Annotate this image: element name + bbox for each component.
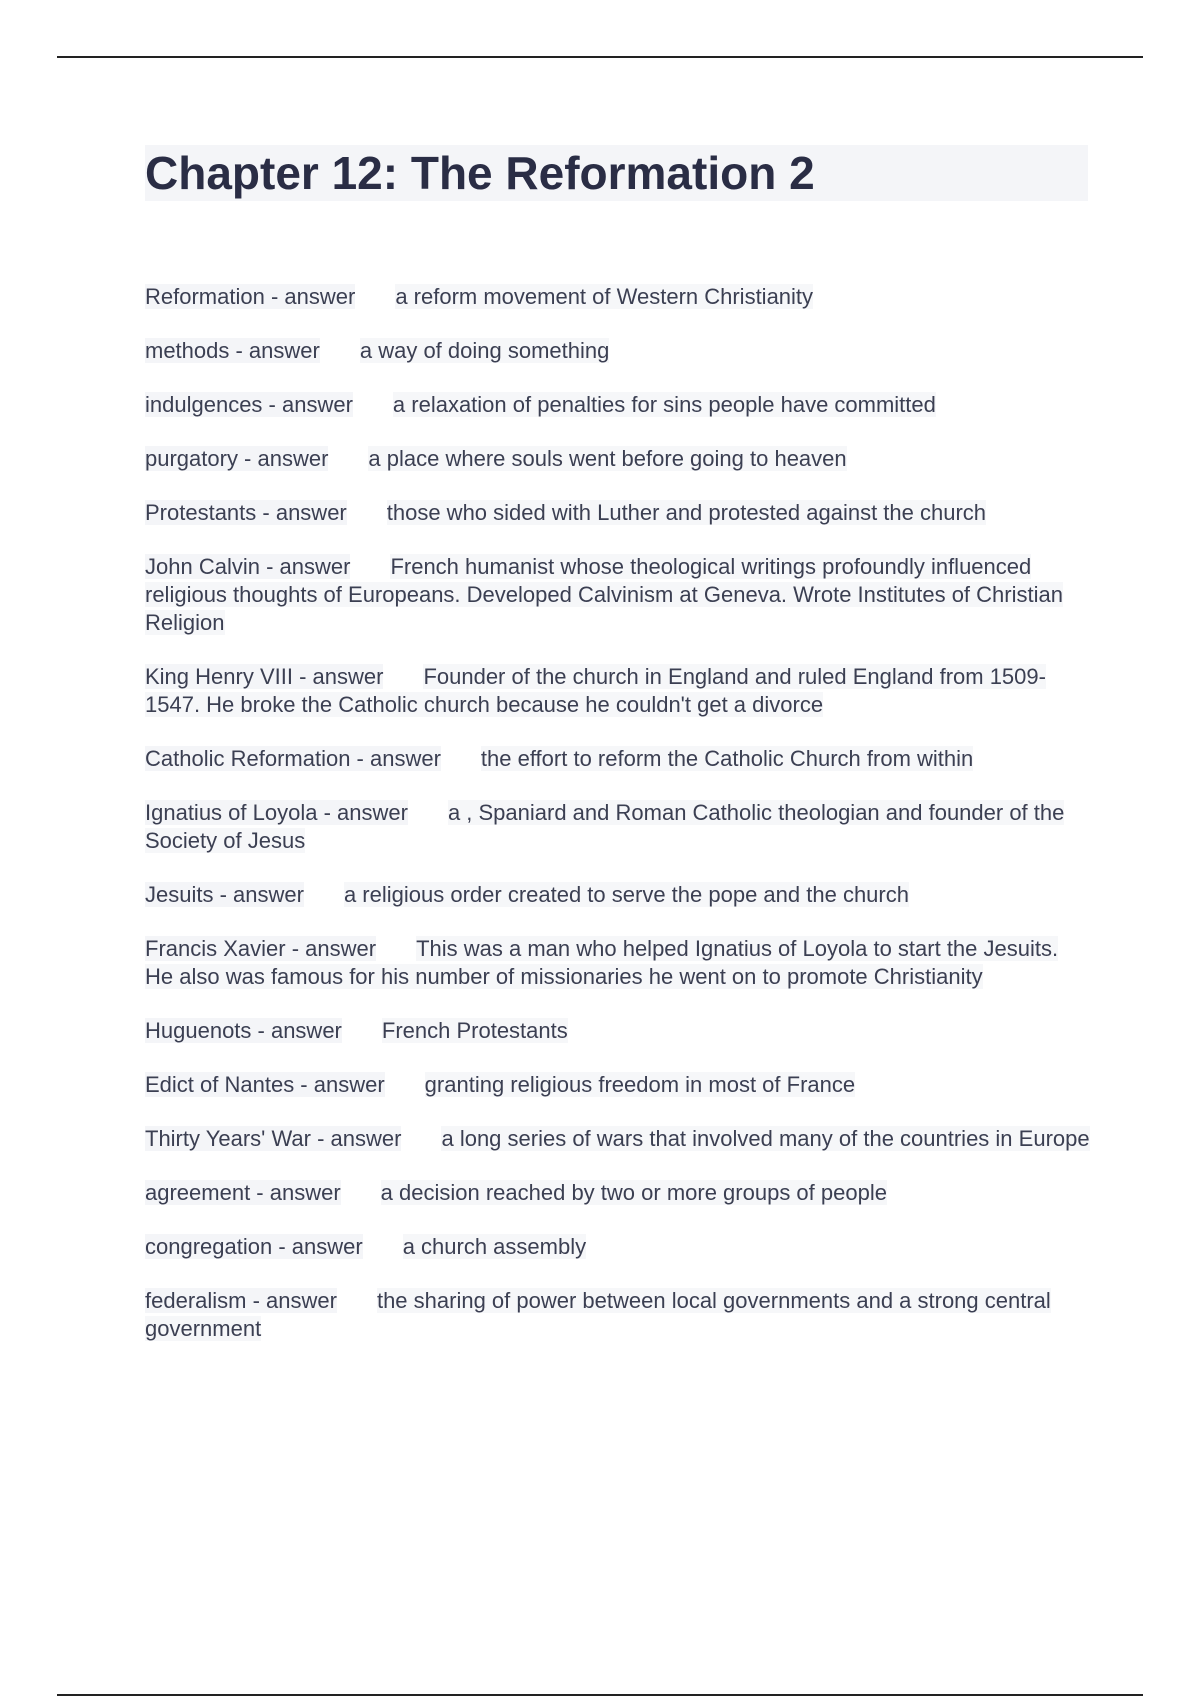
definition: the effort to reform the Catholic Church from within bbox=[480, 746, 974, 771]
term: Huguenots - answer bbox=[145, 1018, 342, 1043]
definition: those who sided with Luther and protested against the church bbox=[386, 500, 987, 525]
term: federalism - answer bbox=[145, 1288, 337, 1313]
qa-item-federalism bbox=[145, 1287, 1090, 1343]
qa-item-purgatory bbox=[145, 445, 1090, 473]
qa-item-huguenots bbox=[145, 1017, 1090, 1045]
term: Protestants - answer bbox=[145, 500, 347, 525]
term: John Calvin - answer bbox=[145, 554, 351, 579]
page-title: Chapter 12: The Reformation 2 bbox=[145, 147, 815, 199]
term: congregation - answer bbox=[145, 1234, 363, 1259]
term: King Henry VIII - answer bbox=[145, 664, 384, 689]
definition: Founder of the church in England and ruled England from 1509-1547. He broke the Catholic church because he couldn't get a divorce bbox=[145, 664, 1046, 717]
qa-item-indulgences bbox=[145, 391, 1090, 419]
term: Edict of Nantes - answer bbox=[145, 1072, 385, 1097]
qa-item-ignatius-of-loyola bbox=[145, 799, 1090, 855]
qa-item-agreement bbox=[145, 1179, 1090, 1207]
term: agreement - answer bbox=[145, 1180, 341, 1205]
definition: French Protestants bbox=[381, 1018, 568, 1043]
term: Francis Xavier - answer bbox=[145, 936, 377, 961]
bottom-rule bbox=[57, 1694, 1143, 1696]
definition: a church assembly bbox=[402, 1234, 587, 1259]
qa-item-methods bbox=[145, 337, 1090, 365]
term: Ignatius of Loyola - answer bbox=[145, 800, 408, 825]
definition: a relaxation of penalties for sins people have committed bbox=[392, 392, 936, 417]
qa-list bbox=[145, 283, 1090, 1369]
definition: granting religious freedom in most of France bbox=[424, 1072, 856, 1097]
definition: a religious order created to serve the pope and the church bbox=[343, 882, 909, 907]
definition: a , Spaniard and Roman Catholic theologian and founder of the Society of Jesus bbox=[145, 800, 1065, 853]
qa-item-jesuits bbox=[145, 881, 1090, 909]
qa-item-thirty-years-war bbox=[145, 1125, 1090, 1153]
qa-item-francis-xavier bbox=[145, 935, 1090, 991]
term: Catholic Reformation - answer bbox=[145, 746, 441, 771]
definition: French humanist whose theological writings profoundly influenced religious thoughts of Europeans. Developed Calvinism at Geneva. Wrote Institutes of Christian Religion bbox=[145, 554, 1063, 635]
top-rule bbox=[57, 56, 1143, 58]
definition: a long series of wars that involved many of the countries in Europe bbox=[441, 1126, 1090, 1151]
term: Jesuits - answer bbox=[145, 882, 304, 907]
term: indulgences - answer bbox=[145, 392, 353, 417]
qa-item-john-calvin bbox=[145, 553, 1090, 637]
definition: a place where souls went before going to heaven bbox=[368, 446, 847, 471]
qa-item-edict-of-nantes bbox=[145, 1071, 1090, 1099]
qa-item-king-henry-viii bbox=[145, 663, 1090, 719]
definition: a decision reached by two or more groups of people bbox=[380, 1180, 887, 1205]
term: Reformation - answer bbox=[145, 284, 356, 309]
term: purgatory - answer bbox=[145, 446, 329, 471]
qa-item-reformation bbox=[145, 283, 1090, 311]
definition: a reform movement of Western Christianity bbox=[395, 284, 814, 309]
definition: the sharing of power between local governments and a strong central government bbox=[145, 1288, 1051, 1341]
qa-item-catholic-reformation bbox=[145, 745, 1090, 773]
term: methods - answer bbox=[145, 338, 320, 363]
definition: This was a man who helped Ignatius of Loyola to start the Jesuits. He also was famous for his number of missionaries he went on to promote Christianity bbox=[145, 936, 1059, 989]
qa-item-congregation bbox=[145, 1233, 1090, 1261]
qa-item-protestants bbox=[145, 499, 1090, 527]
definition: a way of doing something bbox=[359, 338, 610, 363]
term: Thirty Years' War - answer bbox=[145, 1126, 402, 1151]
